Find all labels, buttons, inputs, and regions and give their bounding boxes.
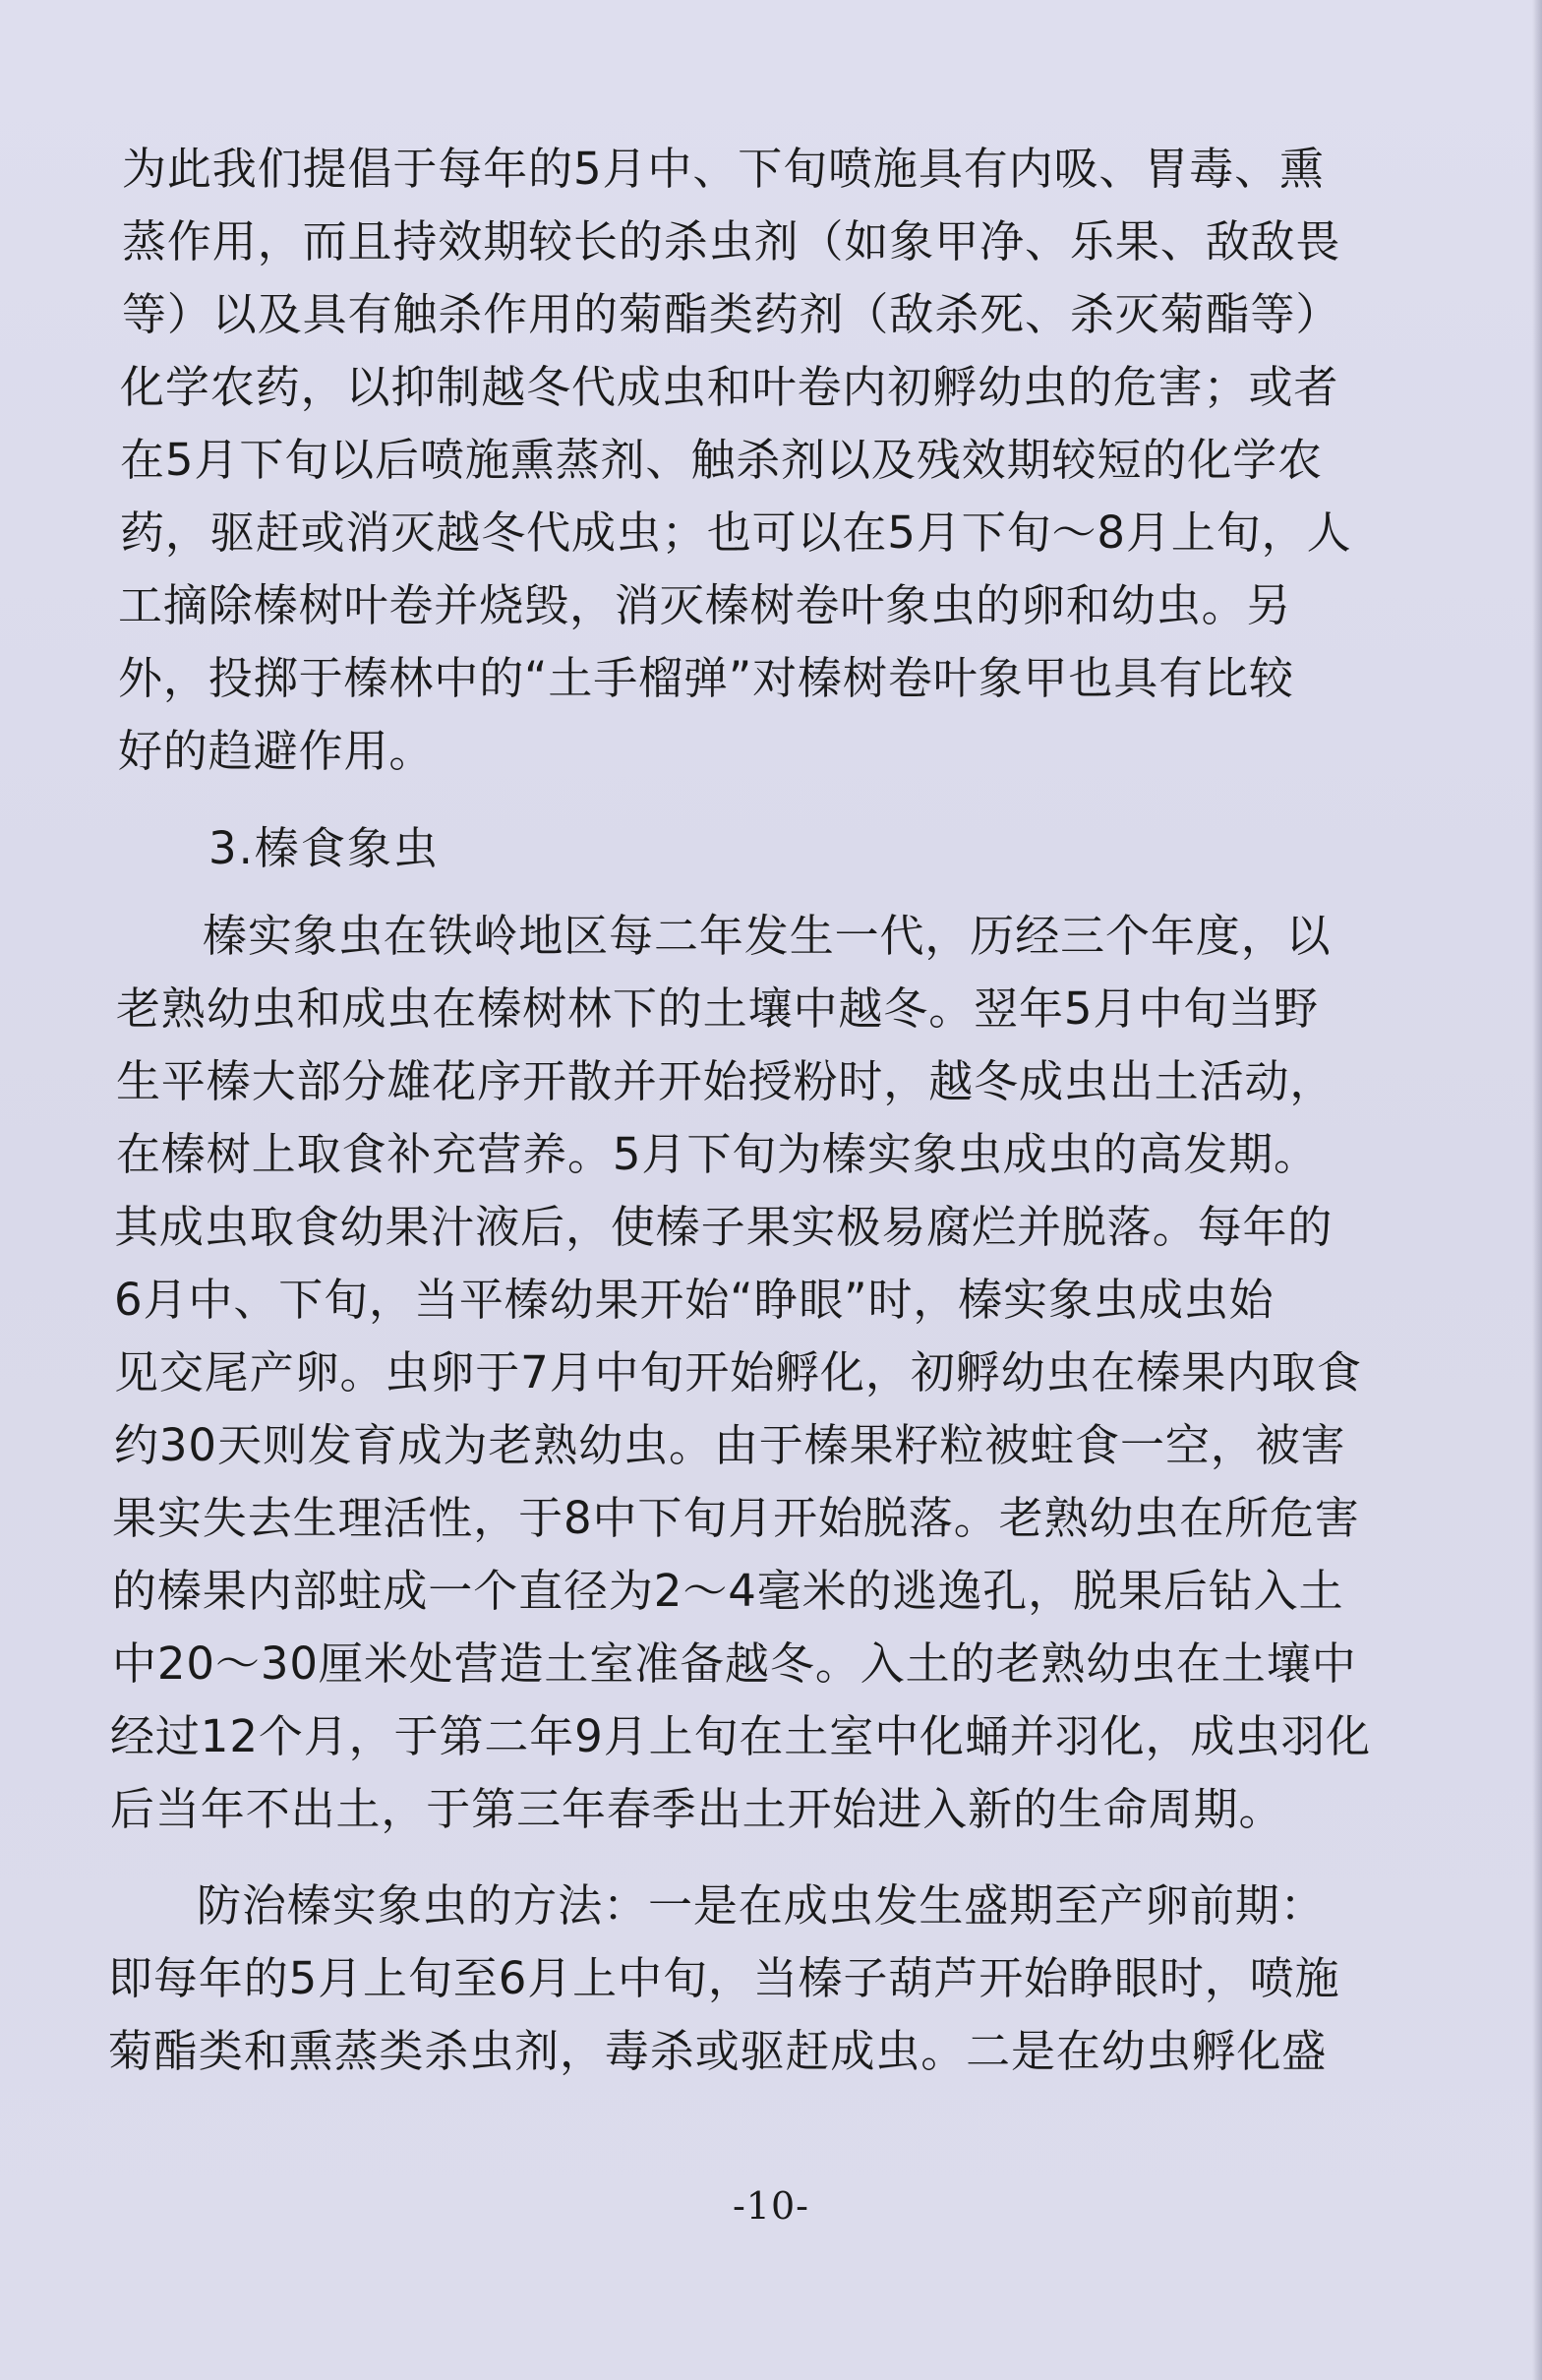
text-line: 药，驱赶或消灭越冬代成虫；也可以在5月下旬～8月上旬，人 xyxy=(120,506,1352,559)
text-line: 6月中、下旬，当平榛幼果开始“睁眼”时，榛实象虫成虫始 xyxy=(114,1274,1275,1326)
text-line: 老熟幼虫和成虫在榛树林下的土壤中越冬。翌年5月中旬当野 xyxy=(116,982,1319,1035)
text-line: 在榛树上取食补充营养。5月下旬为榛实象虫成虫的高发期。 xyxy=(116,1128,1319,1180)
page-number: -10- xyxy=(732,2184,810,2228)
page-edge-shadow xyxy=(1532,0,1542,2380)
text-line: 为此我们提倡于每年的5月中、下旬喷施具有内吸、胃毒、熏 xyxy=(122,143,1325,195)
text-line: 其成虫取食幼果汁液后，使榛子果实极易腐烂并脱落。每年的 xyxy=(114,1201,1334,1253)
section-heading: 3.榛食象虫 xyxy=(208,822,440,874)
text-line: 果实失去生理活性，于8中下旬月开始脱落。老熟幼虫在所危害 xyxy=(112,1492,1360,1544)
text-line: 工摘除榛树叶卷并烧毁，消灭榛树卷叶象虫的卵和幼虫。另 xyxy=(118,579,1292,631)
text-line: 后当年不出土，于第三年春季出土开始进入新的生命周期。 xyxy=(110,1783,1284,1835)
text-line: 榛实象虫在铁岭地区每二年发生一代，历经三个年度，以 xyxy=(203,910,1332,962)
text-line: 中20～30厘米处营造土室准备越冬。入土的老熟幼虫在土壤中 xyxy=(112,1637,1357,1690)
text-line: 的榛果内部蛀成一个直径为2～4毫米的逃逸孔，脱果后钻入土 xyxy=(112,1565,1344,1617)
text-line: 经过12个月，于第二年9月上旬在土室中化蛹并羽化，成虫羽化 xyxy=(110,1710,1371,1762)
text-line: 好的趋避作用。 xyxy=(118,725,435,777)
text-line: 外，投掷于榛林中的“土手榴弹”对榛树卷叶象甲也具有比较 xyxy=(118,652,1294,704)
text-line: 蒸作用，而且持效期较长的杀虫剂（如象甲净、乐果、敌敌畏 xyxy=(122,215,1341,268)
text-line: 见交尾产卵。虫卵于7月中旬开始孵化，初孵幼虫在榛果内取食 xyxy=(114,1346,1362,1398)
text-line: 菊酯类和熏蒸类杀虫剂，毒杀或驱赶成虫。二是在幼虫孵化盛 xyxy=(108,2025,1328,2077)
text-line: 等）以及具有触杀作用的菊酯类药剂（敌杀死、杀灭菊酯等） xyxy=(122,288,1341,340)
text-line: 化学农药，以抑制越冬代成虫和叶卷内初孵幼虫的危害；或者 xyxy=(120,361,1339,413)
text-line: 在5月下旬以后喷施熏蒸剂、触杀剂以及残效期较短的化学农 xyxy=(120,434,1323,486)
text-line: 生平榛大部分雄花序开散并开始授粉时，越冬成虫出土活动， xyxy=(116,1055,1335,1107)
text-line: 约30天则发育成为老熟幼虫。由于榛果籽粒被蛀食一空，被害 xyxy=(114,1419,1346,1471)
text-line: 防治榛实象虫的方法：一是在成虫发生盛期至产卵前期： xyxy=(197,1879,1326,1932)
text-line: 即每年的5月上旬至6月上中旬，当榛子葫芦开始睁眼时，喷施 xyxy=(108,1952,1340,2004)
